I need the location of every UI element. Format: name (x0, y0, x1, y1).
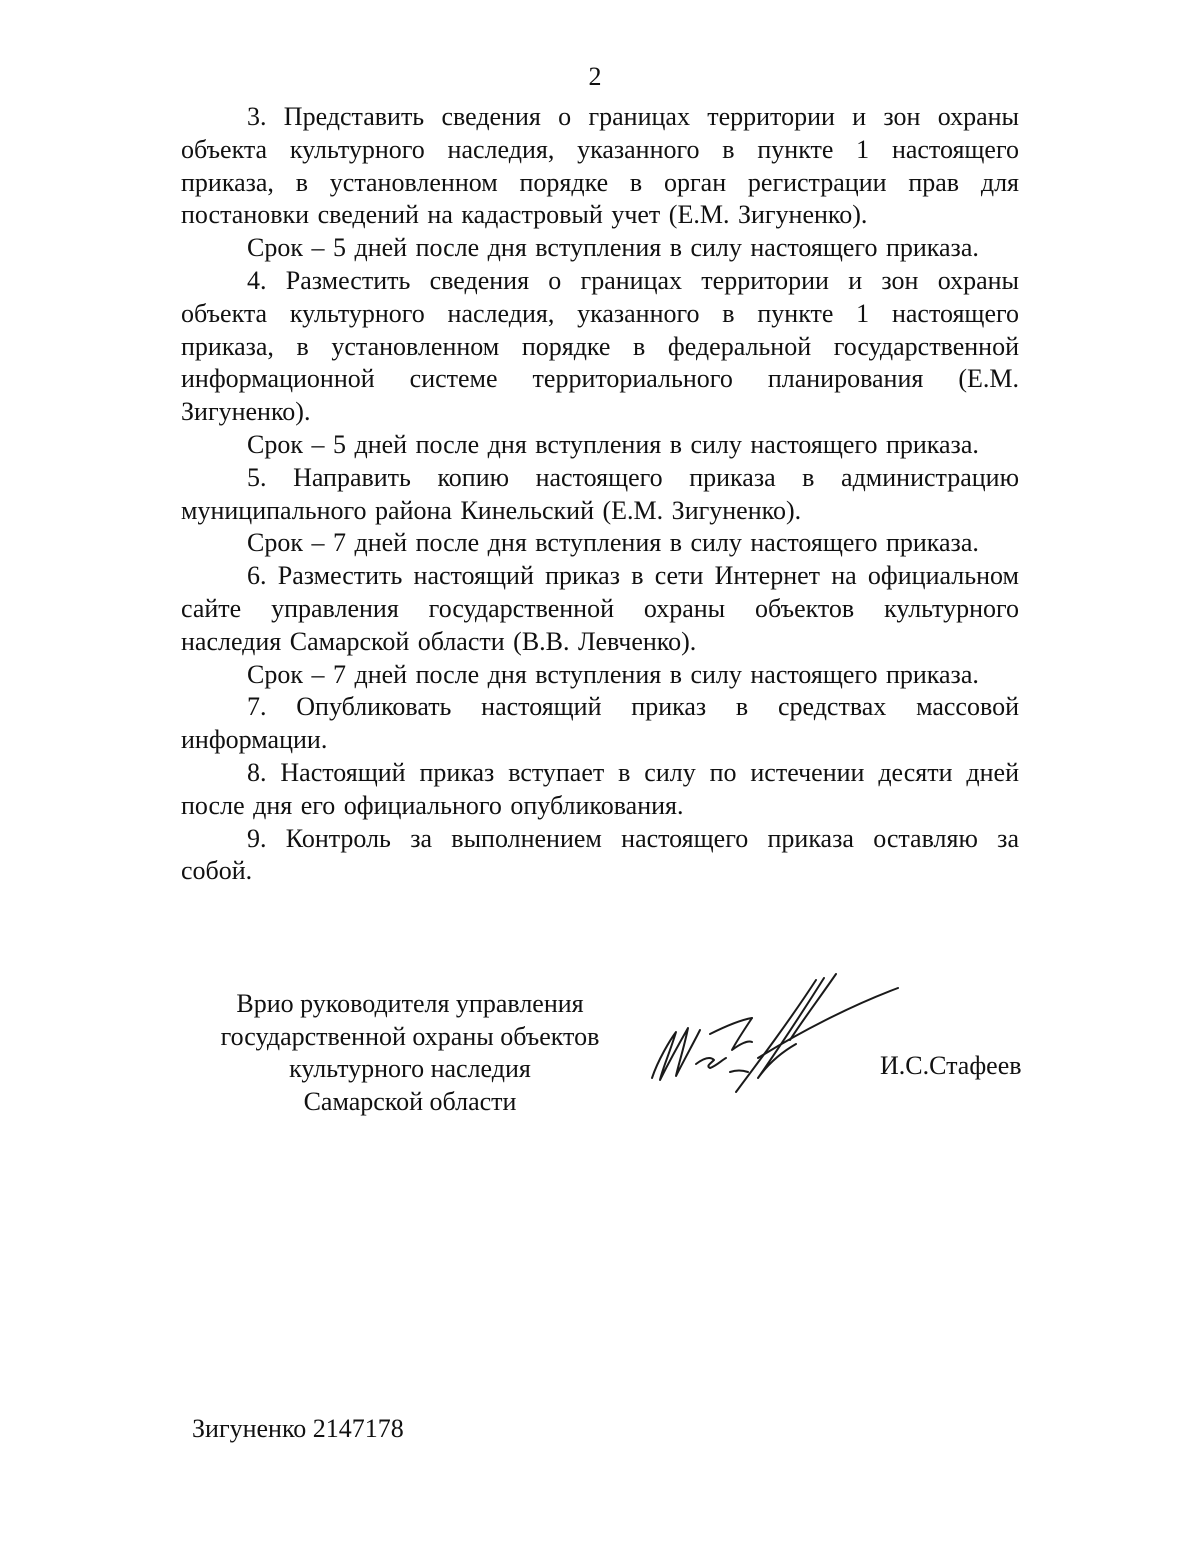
paragraph-item-4 (181, 265, 1019, 429)
paragraph-item-7 (181, 691, 1019, 757)
order-body (181, 101, 1019, 888)
text-line: 6. Разместить настоящий приказ в сети Интернет на официальном (247, 561, 1019, 591)
text-line: Самарской области (В.В. Левченко). (289, 626, 697, 656)
text-line: 9. Контроль за выполнением настоящего приказа оставляю за собой. (181, 823, 1019, 886)
paragraph-deadline-3 (181, 232, 1019, 265)
handwritten-signature (640, 960, 910, 1110)
position-line-1: Врио руководителя управления (236, 989, 584, 1018)
text-line: 7. Опубликовать настоящий приказ в средствах массовой (247, 692, 1019, 722)
position-line-3: культурного наследия (289, 1054, 531, 1083)
paragraph-item-8 (181, 757, 1019, 823)
text-line: культурного наследия, указанного в пункте 1 настоящего приказа, (181, 298, 1019, 361)
text-line: Срок – 5 дней после дня вступления в силу настоящего приказа. (247, 233, 979, 263)
paragraph-item-3 (181, 101, 1019, 232)
text-line: 3. Представить сведения о границах территории и зон охраны (247, 102, 1019, 131)
paragraph-deadline-4 (181, 429, 1019, 462)
paragraph-item-6 (181, 560, 1019, 658)
text-line: сведений на кадастровый учет (Е.М. Зигуненко). (317, 200, 868, 230)
text-line: (Е.М. Зигуненко). (181, 364, 1020, 427)
executor-contact: Зигуненко 2147178 (192, 1414, 404, 1443)
paragraph-deadline-5 (181, 527, 1019, 560)
paragraph-item-9 (181, 823, 1019, 889)
text-line: объекта культурного наследия, указанного в пункте 1 настоящего приказа, (181, 134, 1019, 197)
text-line: информационной системе территориального планирования (181, 364, 924, 394)
text-line: 5. Направить копию настоящего приказа в администрацию (247, 462, 1019, 492)
text-line: муниципального района Кинельский (Е.М. Зигуненко). (181, 495, 802, 525)
position-line-4: Самарской области (303, 1086, 517, 1116)
text-line: Срок – 5 дней после дня вступления в силу настоящего приказа. (247, 429, 979, 459)
text-line: 4. Разместить сведения о границах территории и зон охраны объекта (181, 265, 1019, 328)
signatory-position (200, 988, 620, 1118)
paragraph-deadline-6 (181, 659, 1019, 692)
text-line: Срок – 7 дней после дня вступления в силу настоящего приказа. (247, 659, 979, 689)
position-line-2: государственной охраны объектов (220, 1021, 600, 1051)
page-number: 2 (588, 62, 602, 91)
text-line: Срок – 7 дней после дня вступления в силу настоящего приказа. (247, 528, 979, 558)
text-line: информации. (181, 725, 328, 755)
text-line: в установленном порядке в федеральной государственной (296, 331, 1019, 361)
text-line: сайте управления государственной охраны объектов культурного наследия (181, 593, 1019, 656)
paragraph-item-5 (181, 462, 1019, 528)
signer-name: И.С.Стафеев (880, 1051, 1022, 1080)
text-line: после дня его официального опубликования. (181, 790, 684, 820)
text-line: 8. Настоящий приказ вступает в силу по истечении десяти дней (247, 757, 1019, 787)
text-line: в установленном порядке в орган регистрации прав для постановки (181, 167, 1020, 230)
